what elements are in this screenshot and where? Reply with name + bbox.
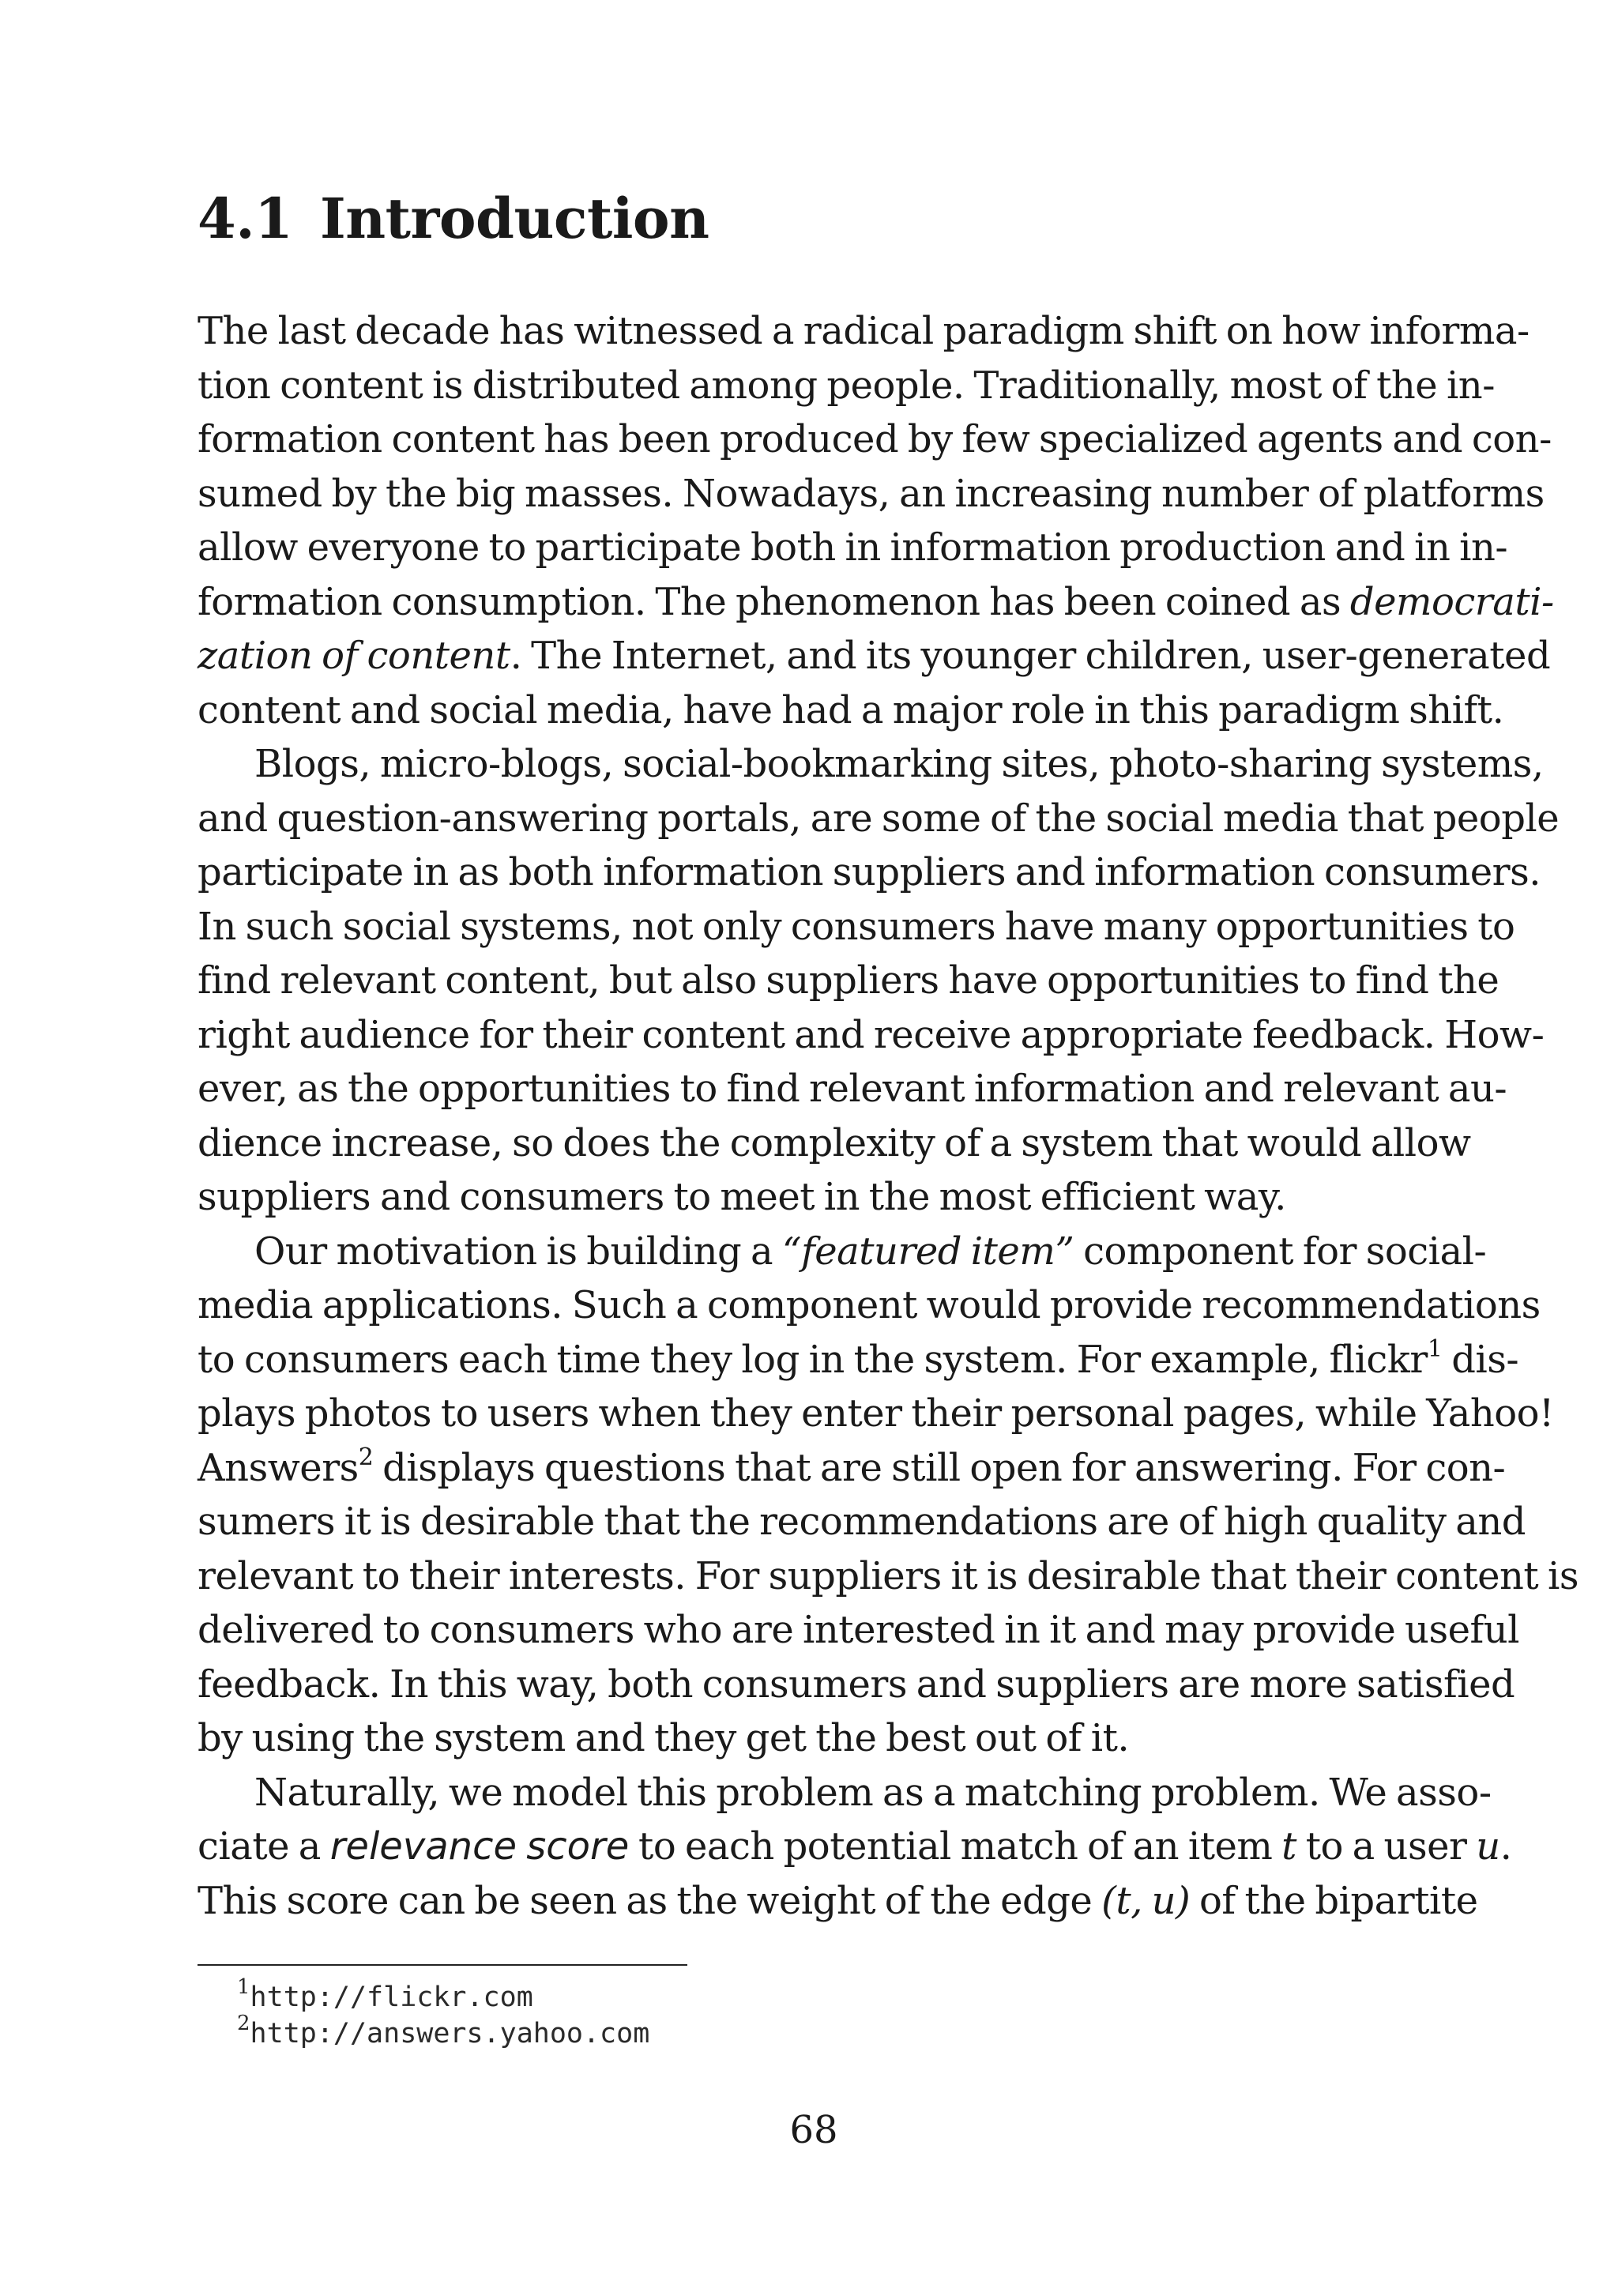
text-run: displays questions that are still open for answering. For con- — [373, 1445, 1506, 1490]
text-line: participate in as both information suppliers and information consumers. — [198, 850, 1541, 894]
emphasis-text: zation of content — [198, 634, 510, 678]
text-line: sumers it is desirable that the recommendations are of high quality and — [198, 1500, 1526, 1544]
page-number: 68 — [789, 2108, 838, 2152]
paragraph-4 — [198, 1766, 1512, 1929]
emphasis-text: democrati- — [1349, 579, 1554, 624]
text-line: media applications. Such a component would provide recommendations — [198, 1283, 1541, 1327]
text-run: This score can be seen as the weight of the edge — [198, 1878, 1102, 1923]
text-line: find relevant content, but also suppliers have opportunities to find the — [198, 958, 1499, 1003]
paragraph-3 — [198, 1225, 1578, 1766]
text-line: right audience for their content and receive appropriate feedback. How- — [198, 1012, 1545, 1057]
footnote-number: 2 — [237, 2012, 250, 2035]
footnote-2 — [237, 2012, 650, 2052]
text-run: ciate a — [198, 1824, 330, 1869]
text-line: feedback. In this way, both consumers and suppliers are more satisfied — [198, 1662, 1515, 1707]
text-line: tion content is distributed among people. Traditionally, most of the in- — [198, 363, 1495, 408]
text-line: In such social systems, not only consumers have many opportunities to — [198, 904, 1515, 949]
text-line: formation content has been produced by few specialized agents and con- — [198, 417, 1552, 461]
text-run: to a user — [1296, 1824, 1477, 1869]
text-line: allow everyone to participate both in information production and in in- — [198, 525, 1508, 570]
section-number: 4.1 — [198, 186, 293, 251]
math-variable: t — [1281, 1824, 1296, 1869]
text-run: Answers — [198, 1445, 359, 1490]
footnote-rule — [198, 1964, 687, 1966]
text-line — [198, 629, 1551, 683]
text-line — [198, 1441, 1506, 1496]
text-run: dis- — [1442, 1337, 1519, 1382]
text-line: plays photos to users when they enter their personal pages, while Yahoo! — [198, 1391, 1554, 1436]
text-run: formation consumption. The phenomenon has been coined as — [198, 579, 1350, 624]
footnote-mark: 1 — [1427, 1334, 1443, 1363]
text-line: relevant to their interests. For suppliers it is desirable that their content is — [198, 1553, 1578, 1598]
math-variable: u — [1476, 1824, 1500, 1869]
footnote-mark: 2 — [358, 1443, 374, 1471]
text-line — [198, 1820, 1512, 1874]
text-run: to each potential match of an item — [629, 1824, 1282, 1869]
text-line: ever, as the opportunities to find relevant information and relevant au- — [198, 1067, 1507, 1111]
text-line — [198, 1333, 1519, 1387]
section-title: Introduction — [320, 186, 709, 251]
text-line: dience increase, so does the complexity of a system that would allow — [198, 1120, 1471, 1165]
text-line — [198, 575, 1554, 630]
text-line: The last decade has witnessed a radical paradigm shift on how informa- — [198, 309, 1530, 353]
paragraph-2 — [198, 737, 1560, 1225]
emphasis-text: relevance score — [329, 1824, 630, 1869]
text-line: content and social media, have had a major role in this paradigm shift. — [198, 687, 1504, 732]
body-text — [198, 304, 1578, 1928]
paragraph-1 — [198, 304, 1554, 737]
footnote-link[interactable]: http://answers.yahoo.com — [250, 2018, 650, 2049]
text-line — [198, 1225, 1487, 1279]
emphasis-text: “featured item” — [781, 1229, 1074, 1274]
text-line: and question-answering portals, are some of the social media that people — [198, 796, 1560, 841]
text-run: . — [1499, 1824, 1512, 1869]
text-run: to consumers each time they log in the system. For example, flickr — [198, 1337, 1428, 1382]
text-line: delivered to consumers who are interested in it and may provide useful — [198, 1608, 1520, 1652]
footnote-link[interactable]: http://flickr.com — [250, 1982, 533, 2013]
text-run: . The Internet, and its younger children, user-generated — [510, 634, 1551, 678]
text-line: suppliers and consumers to meet in the most efficient way. — [198, 1175, 1286, 1219]
section-heading — [198, 183, 709, 254]
text-run: Our motivation is building a — [254, 1229, 782, 1274]
footnotes — [237, 1975, 650, 2052]
text-line — [198, 1874, 1478, 1929]
text-line: by using the system and they get the best out of it. — [198, 1716, 1130, 1760]
text-line: sumed by the big masses. Nowadays, an increasing number of platforms — [198, 471, 1545, 516]
text-line: Blogs, micro-blogs, social-bookmarking sites, photo-sharing systems, — [254, 742, 1544, 786]
text-run: of the bipartite — [1190, 1878, 1478, 1923]
footnote-1 — [237, 1975, 649, 2016]
footnote-number: 1 — [237, 1975, 250, 1999]
text-run: component for social- — [1074, 1229, 1487, 1274]
text-line: Naturally, we model this problem as a matching problem. We asso- — [254, 1770, 1492, 1815]
math-expression: (t, u) — [1101, 1878, 1191, 1923]
